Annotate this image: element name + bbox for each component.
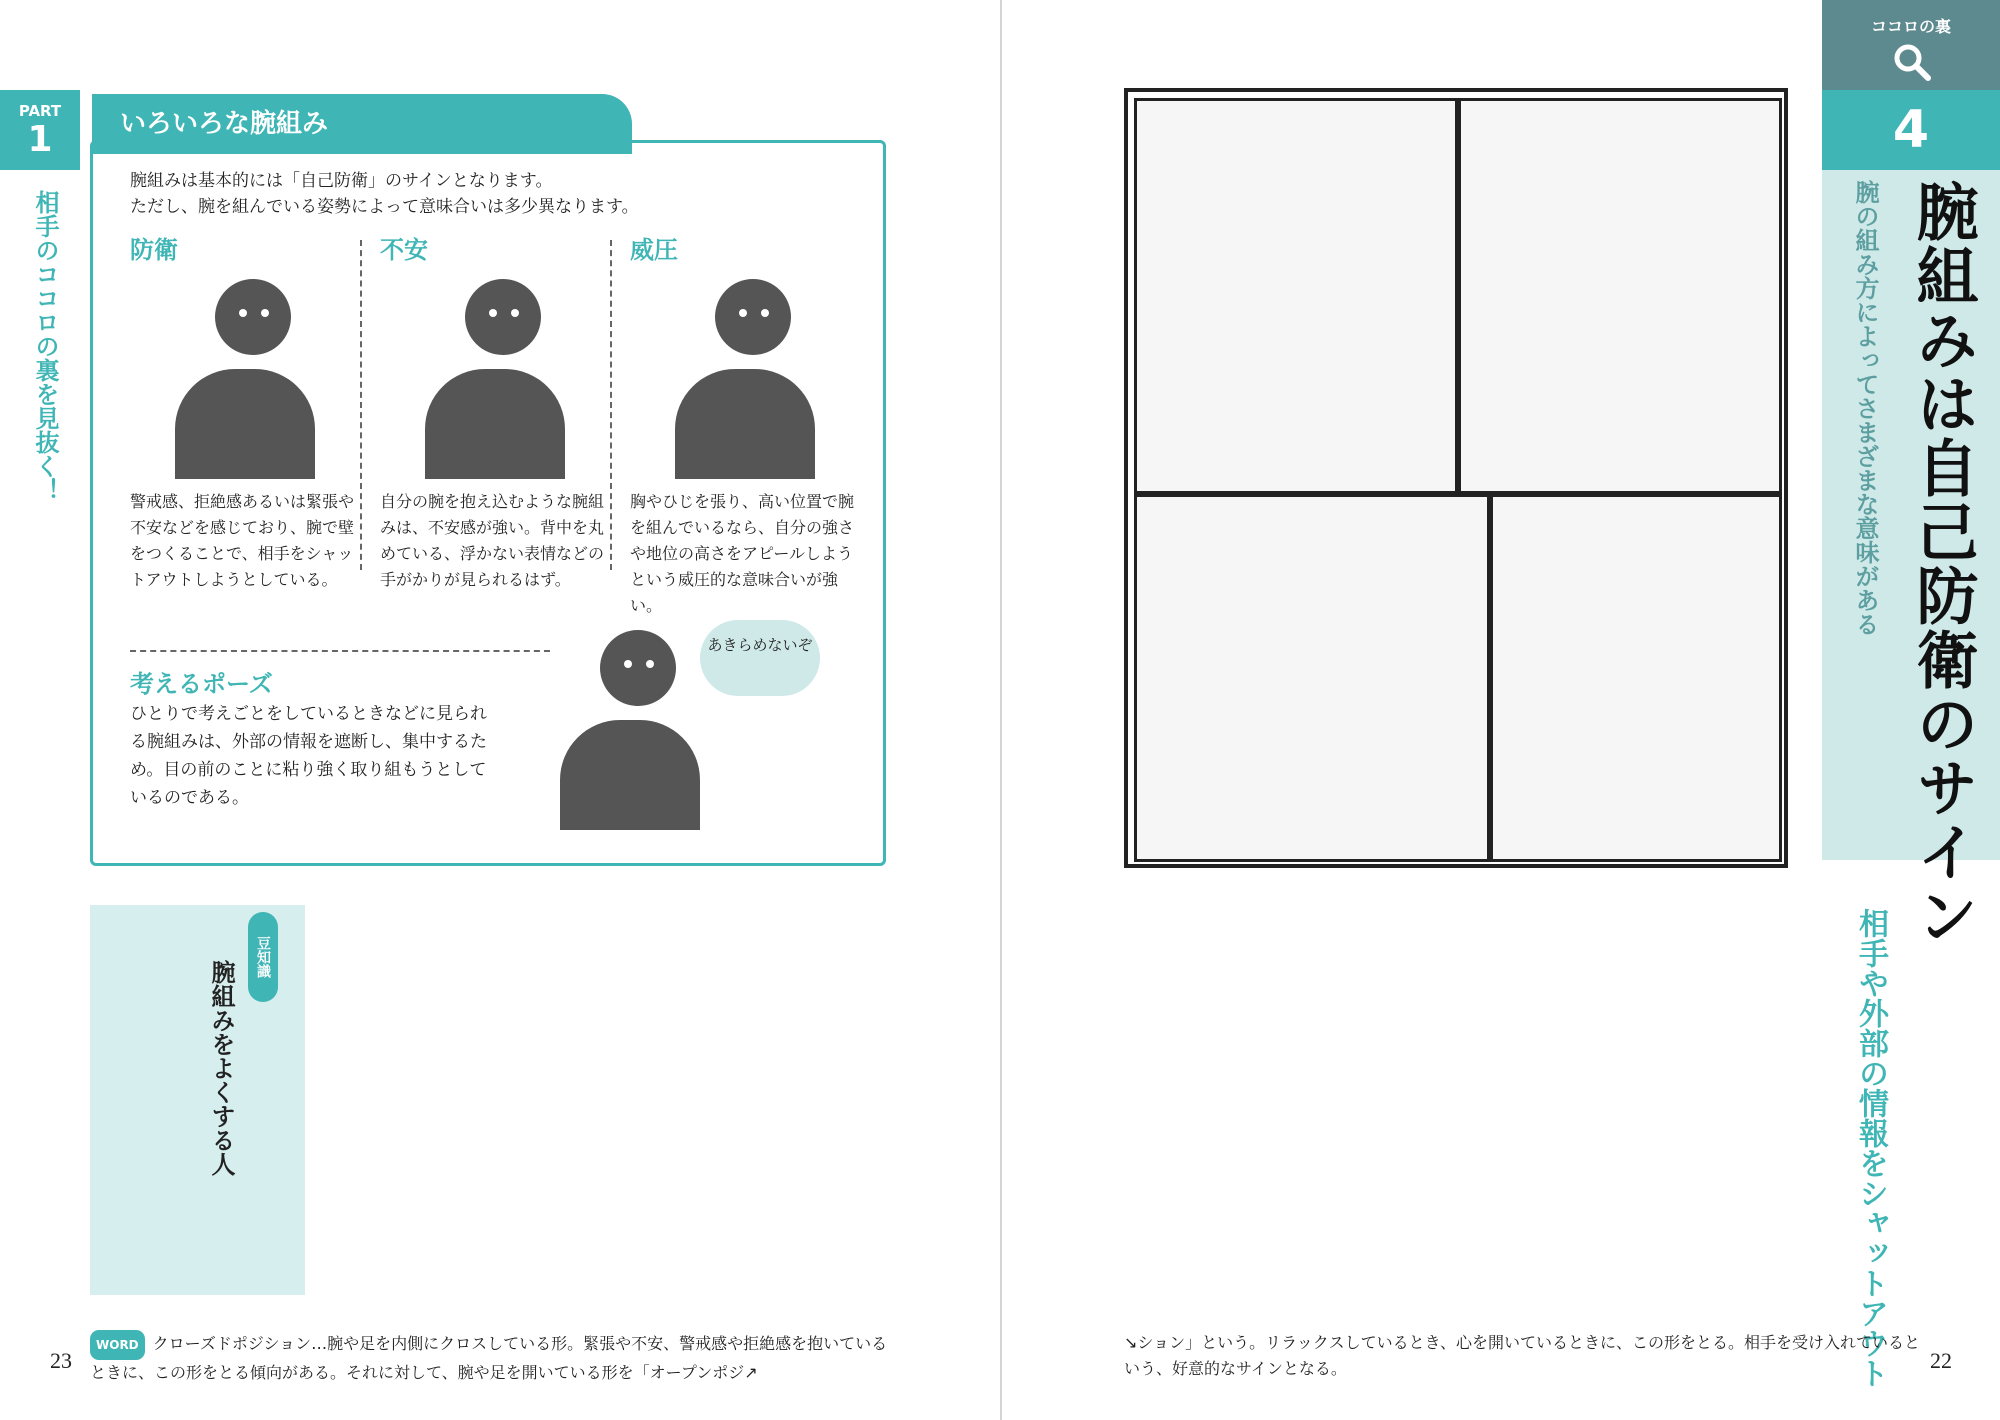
- divider: [610, 240, 612, 570]
- manga-panel: [1490, 494, 1782, 862]
- right-body-text: [1124, 905, 1824, 1295]
- footnote-text: クローズドポジション…腕や足を内側にクロスしている形。緊張や不安、警戒感や拒絶感を抱いているときに、この形をとる傾向がある。それに対して、腕や足を開いている形を「オープンポジ↗: [90, 1334, 888, 1382]
- figure-icon: [175, 279, 315, 479]
- manga-panel: [1134, 494, 1490, 862]
- box-intro: [130, 168, 639, 220]
- part-label: PART: [18, 102, 62, 120]
- chapter-number-box: [1822, 90, 2000, 170]
- type-anxiety: [380, 230, 610, 593]
- part-number: 1: [27, 119, 53, 160]
- page-subtitle: 腕の組み方によってさまざまな意味がある: [1851, 180, 1879, 636]
- type-intimidation: [630, 230, 860, 619]
- page-number: 23: [50, 1348, 72, 1373]
- think-text: ひとりで考えごとをしているときなどに見られる腕組みは、外部の情報を遮断し、集中するため。目の前のことに粘り強く取り組もうとしているのである。: [130, 704, 487, 808]
- chapter-corner: ココロの裏: [1822, 0, 2000, 90]
- manga-comic: [1124, 88, 1788, 868]
- box-title: いろいろな腕組み: [92, 94, 632, 154]
- figure-icon: [425, 279, 565, 479]
- left-body-text: [330, 905, 880, 1295]
- page-gutter: [1000, 0, 1002, 1420]
- type-title: 防衛: [130, 236, 178, 264]
- divider: [360, 240, 362, 570]
- type-title: 威圧: [630, 236, 678, 264]
- chapter-number: 4: [1892, 100, 1930, 160]
- manga-panel: [1458, 98, 1782, 494]
- right-footnote: ↘ション」という。リラックスしているとき、心を開いているときに、この形をとる。相手を受け入れているという、好意的なサインとなる。: [1124, 1333, 1920, 1378]
- figure-icon: [675, 279, 815, 479]
- page-title: 腕組みは自己防衛のサイン: [1906, 180, 1979, 948]
- part-tab: [0, 90, 80, 170]
- type-text: 胸やひじを張り、高い位置で腕を組んでいるなら、自分の強さや地位の高さをアピールしようという威圧的な意味合いが強い。: [630, 492, 855, 615]
- thinking-figure-icon: [560, 630, 700, 830]
- type-text: 警戒感、拒絶感あるいは緊張や不安などを感じており、腕で壁をつくることで、相手をシャットアウトしようとしている。: [130, 492, 355, 589]
- trivia-badge: 豆知識: [248, 912, 278, 1002]
- think-title: 考えるポーズ: [130, 670, 273, 698]
- type-text: 自分の腕を抱え込むような腕組みは、不安感が強い。背中を丸めている、浮かない表情などの手がかりが見られるはず。: [380, 492, 605, 589]
- thought-bubble: あきらめないぞ: [700, 620, 820, 696]
- type-defense: [130, 230, 360, 593]
- section-heading: 相手や外部の情報をシャットアウト: [1853, 908, 1888, 1388]
- trivia-title: 腕組みをよくする人: [207, 960, 235, 1176]
- chapter-side-title: 相手のココロの裏を見抜く！: [31, 190, 59, 502]
- intro-line: 腕組みは基本的には「自己防衛」のサインとなります。: [130, 171, 553, 191]
- intro-line: ただし、腕を組んでいる姿勢によって意味合いは多少異なります。: [130, 197, 639, 217]
- manga-panel: [1134, 98, 1458, 494]
- left-footnote: [90, 1330, 890, 1386]
- page-number: 22: [1930, 1348, 1952, 1373]
- divider: [130, 650, 550, 652]
- word-badge: WORD: [90, 1330, 145, 1360]
- type-title: 不安: [380, 236, 428, 264]
- magnifier-icon: [1892, 42, 1932, 82]
